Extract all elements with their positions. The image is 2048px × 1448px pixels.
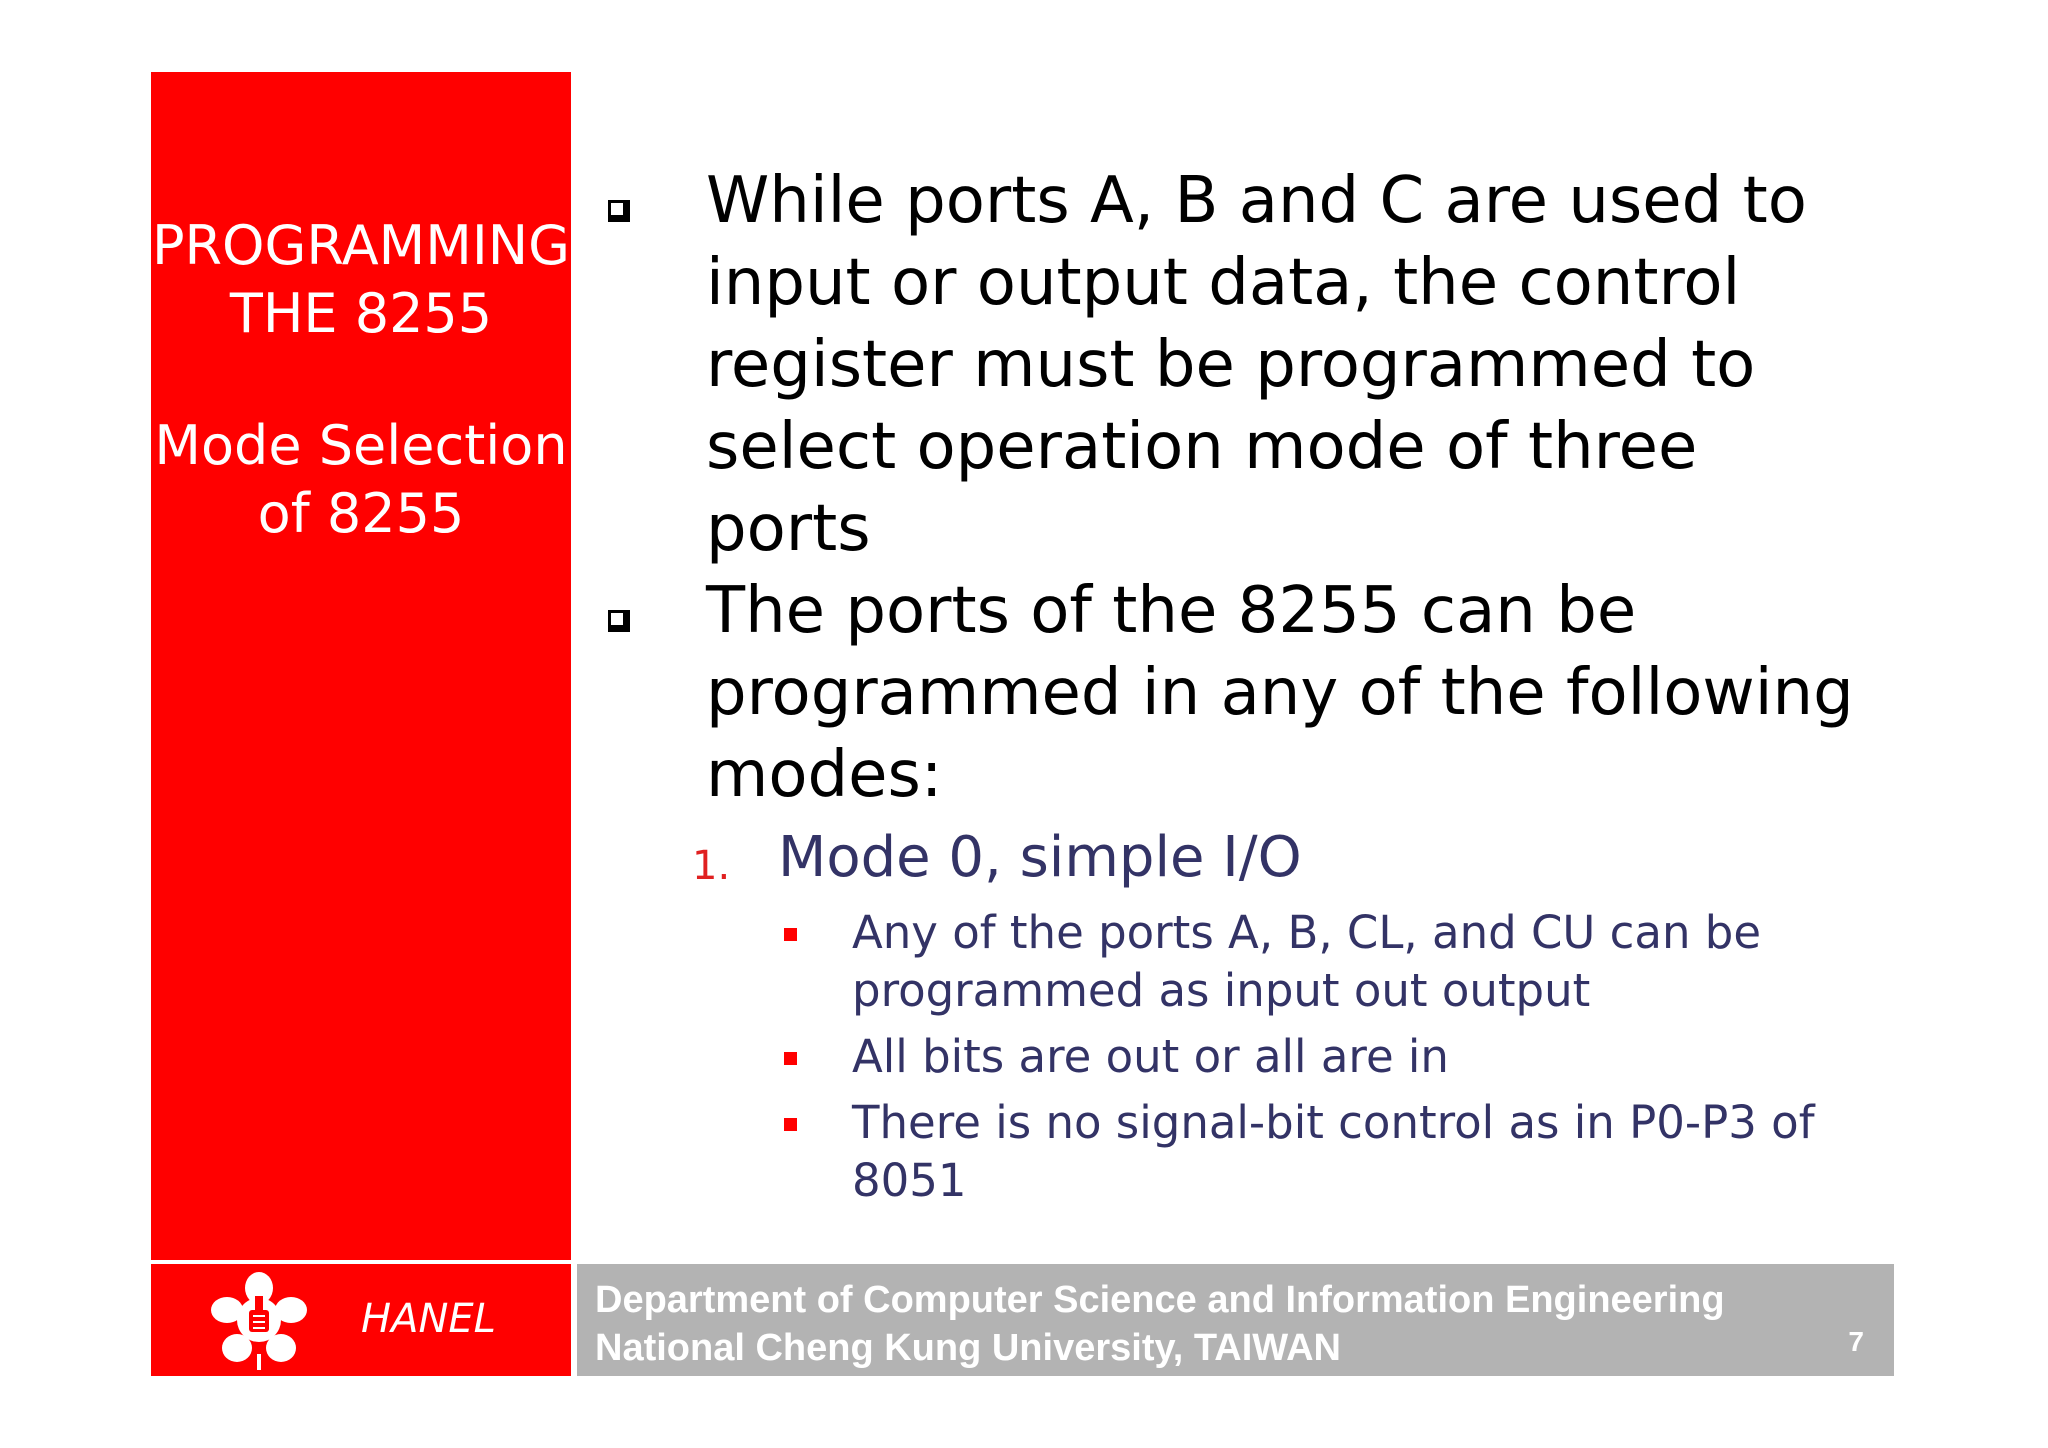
sub-bullet-line: There is no signal-bit control as in P0-P3 of (852, 1096, 1815, 1149)
sub-bullet-item (600, 1028, 1880, 1086)
sub-bullet-line: 8051 (852, 1154, 967, 1207)
sidebar-subtitle-line: Mode Selection (154, 414, 568, 477)
sidebar-title-line: THE 8255 (229, 282, 493, 345)
bullet-line: While ports A, B and C are used to (706, 164, 1807, 238)
sidebar-title (151, 212, 571, 348)
footer-right (577, 1264, 1894, 1376)
sub-bullet-line: All bits are out or all are in (852, 1030, 1449, 1083)
square-bullet-icon (784, 1118, 797, 1131)
sidebar-title-line: PROGRAMMING (151, 214, 571, 277)
department-info (595, 1276, 1725, 1372)
sidebar-subtitle-line: of 8255 (257, 482, 465, 545)
footer-left (151, 1264, 571, 1376)
department-line: Department of Computer Science and Information Engineering (595, 1279, 1725, 1321)
sub-bullet-item (600, 1094, 1880, 1210)
bullet-line: The ports of the 8255 can be (706, 574, 1637, 648)
sub-bullet-line: programmed as input out output (852, 964, 1591, 1017)
department-line: National Cheng Kung University, TAIWAN (595, 1327, 1341, 1369)
numbered-item (600, 820, 1880, 896)
bullet-line: input or output data, the control (706, 246, 1741, 320)
sub-bullet-line: Any of the ports A, B, CL, and CU can be (852, 906, 1762, 959)
bullet-line: select operation mode of three ports (706, 410, 1698, 566)
numbered-item-label: Mode 0, simple I/O (778, 825, 1302, 890)
slide-content (600, 160, 1880, 1210)
author-name: HANEL (361, 1296, 496, 1342)
sub-bullet-item (600, 904, 1880, 1020)
bullet-line: programmed in any of the following (706, 656, 1854, 730)
bullet-item (600, 160, 1880, 570)
page-number: 7 (1848, 1326, 1864, 1357)
bullet-line: modes: (706, 738, 943, 812)
checkbox-bullet-icon (608, 200, 630, 222)
square-bullet-icon (784, 1052, 797, 1065)
item-number: 1. (692, 843, 731, 889)
bullet-line: register must be programmed to (706, 328, 1756, 402)
checkbox-bullet-icon (608, 610, 630, 632)
bullet-item (600, 570, 1880, 816)
sidebar-subtitle (151, 412, 571, 548)
ncku-emblem-icon (203, 1270, 315, 1370)
sidebar (151, 72, 571, 1260)
square-bullet-icon (784, 928, 797, 941)
